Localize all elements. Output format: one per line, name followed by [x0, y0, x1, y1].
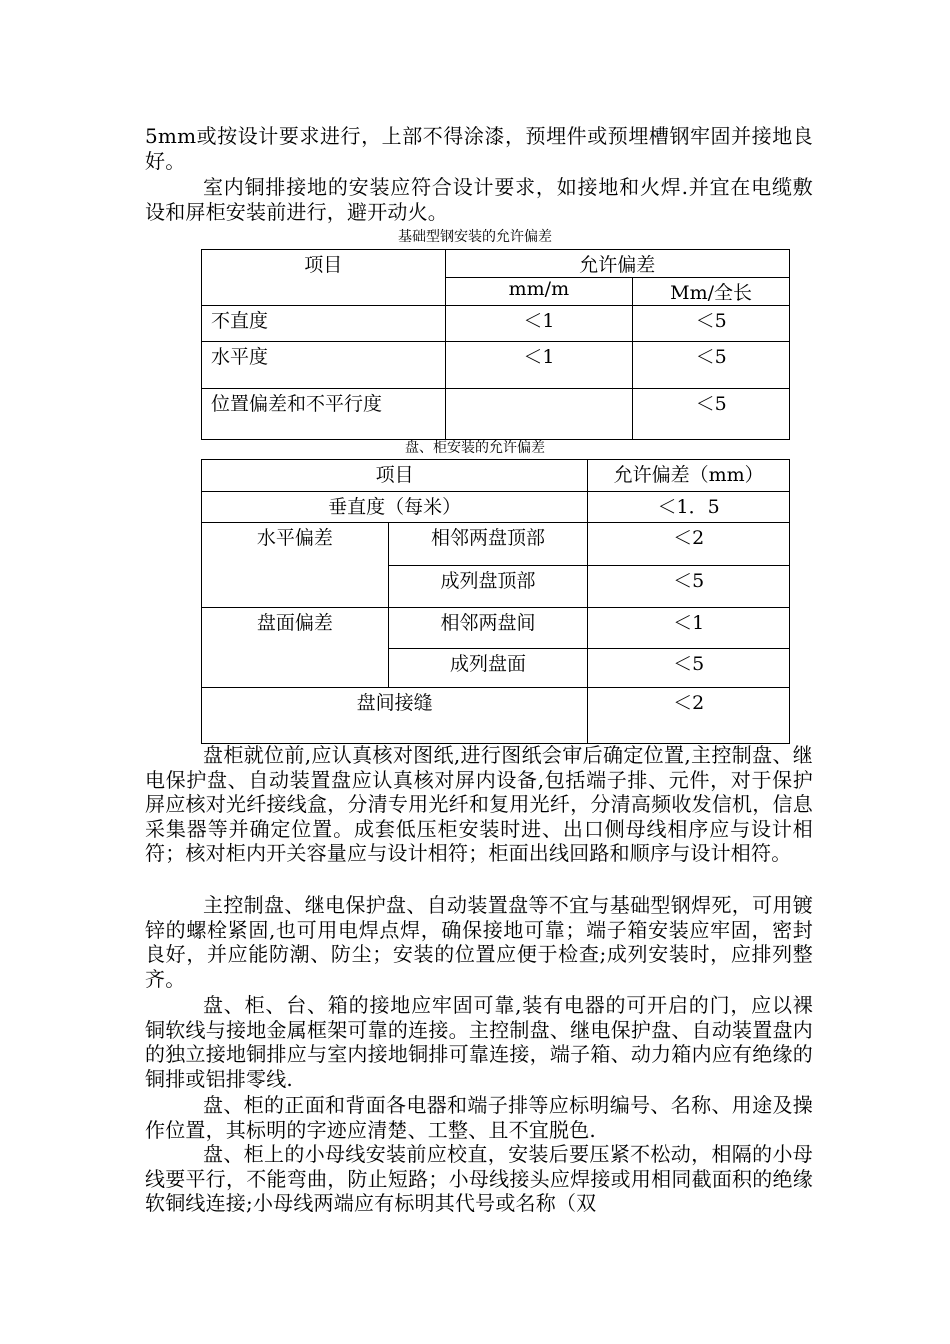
- table1-cell-value: [445, 389, 633, 440]
- table1-header-unit-total: Mm/全长: [633, 278, 790, 306]
- paragraph-4: 主控制盘、继电保护盘、自动装置盘等不宜与基础型钢焊死，可用镀锌的螺栓紧固,也可用电焊点焊，确保接地可靠；端子箱安装应牢固，密封良好，并应能防潮、防尘；安装的位置应便于检查;成列安装时，应排列整齐。: [145, 893, 813, 991]
- paragraph-5: 盘、柜、台、箱的接地应牢固可靠,装有电器的可开启的门，应以裸铜软线与接地金属框架可靠的连接。主控制盘、继电保护盘、自动装置盘内的独立接地铜排应与室内接地铜排可靠连接，端子箱、动力箱内应有绝缘的铜排或铝排零线.: [145, 993, 813, 1091]
- paragraph-6: 盘、柜的正面和背面各电器和端子排等应标明编号、名称、用途及操作位置，其标明的字迹应清楚、工整、且不宜脱色.: [145, 1093, 813, 1142]
- table-row: [202, 688, 790, 744]
- table-row: [202, 492, 790, 523]
- table-row: [202, 608, 790, 649]
- table1-cell-item: 位置偏差和不平行度: [202, 389, 446, 440]
- table2-cell-subitem: 相邻两盘间: [388, 608, 588, 649]
- table2-cell-value: ＜5: [588, 566, 790, 608]
- table2-cell-subitem: 成列盘面: [388, 649, 588, 688]
- table1-cell-item: 不直度: [202, 306, 446, 342]
- table1-cell-value: ＜5: [633, 342, 790, 389]
- table1-caption: 基础型钢安装的允许偏差: [398, 229, 552, 245]
- table1-header-unit-mm-m: mm/m: [445, 278, 633, 306]
- table2-cell-value: ＜1: [588, 608, 790, 649]
- table1-cell-value: ＜1: [445, 342, 633, 389]
- paragraph-1: 5mm或按设计要求进行，上部不得涂漆，预埋件或预埋槽钢牢固并接地良好。: [145, 124, 813, 173]
- table2-cell-value: ＜2: [588, 523, 790, 566]
- table1-cell-value: ＜5: [633, 389, 790, 440]
- table2-cell-value: ＜1．5: [588, 492, 790, 523]
- table2-cell-item: 盘间接缝: [202, 688, 588, 744]
- paragraph-7: 盘、柜上的小母线安装前应校直，安装后要压紧不松动，相隔的小母线要平行，不能弯曲，防止短路；小母线接头应焊接或用相同截面积的绝缘软铜线连接;小母线两端应有标明其代号或名称（双: [145, 1142, 813, 1215]
- table2-cell-item: 垂直度（每米）: [202, 492, 588, 523]
- table-steel-tolerance: [201, 249, 790, 440]
- table-row: [202, 389, 790, 440]
- table1-cell-value: ＜1: [445, 306, 633, 342]
- table1-cell-item: 水平度: [202, 342, 446, 389]
- table2-cell-value: ＜2: [588, 688, 790, 744]
- table2-group-label: 盘面偏差: [202, 608, 389, 688]
- table1-cell-value: ＜5: [633, 306, 790, 342]
- table2-cell-value: ＜5: [588, 649, 790, 688]
- table1-header-item: 项目: [202, 250, 446, 306]
- table2-header-tolerance: 允许偏差（mm）: [588, 460, 790, 492]
- table2-group-label: 水平偏差: [202, 523, 389, 608]
- table-cabinet-tolerance: [201, 459, 790, 744]
- table-row: [202, 523, 790, 566]
- table2-caption: 盘、柜安装的允许偏差: [405, 440, 545, 456]
- table-row: [202, 342, 790, 389]
- paragraph-3: 盘柜就位前,应认真核对图纸,进行图纸会审后确定位置,主控制盘、继电保护盘、自动装置盘应认真核对屏内设备,包括端子排、元件，对于保护屏应核对光纤接线盒，分清专用光纤和复用光纤，分清高频收发信机，信息采集器等并确定位置。成套低压柜安装时进、出口侧母线相序应与设计相符；核对柜内开关容量应与设计相符；柜面出线回路和顺序与设计相符。: [145, 743, 813, 865]
- table2-cell-subitem: 相邻两盘顶部: [388, 523, 588, 566]
- table-row: [202, 306, 790, 342]
- table1-header-tolerance: 允许偏差: [445, 250, 789, 278]
- table2-cell-subitem: 成列盘顶部: [388, 566, 588, 608]
- paragraph-2: 室内铜排接地的安装应符合设计要求，如接地和火焊.并宜在电缆敷设和屏柜安装前进行，避开动火。: [145, 175, 813, 224]
- table2-header-item: 项目: [202, 460, 588, 492]
